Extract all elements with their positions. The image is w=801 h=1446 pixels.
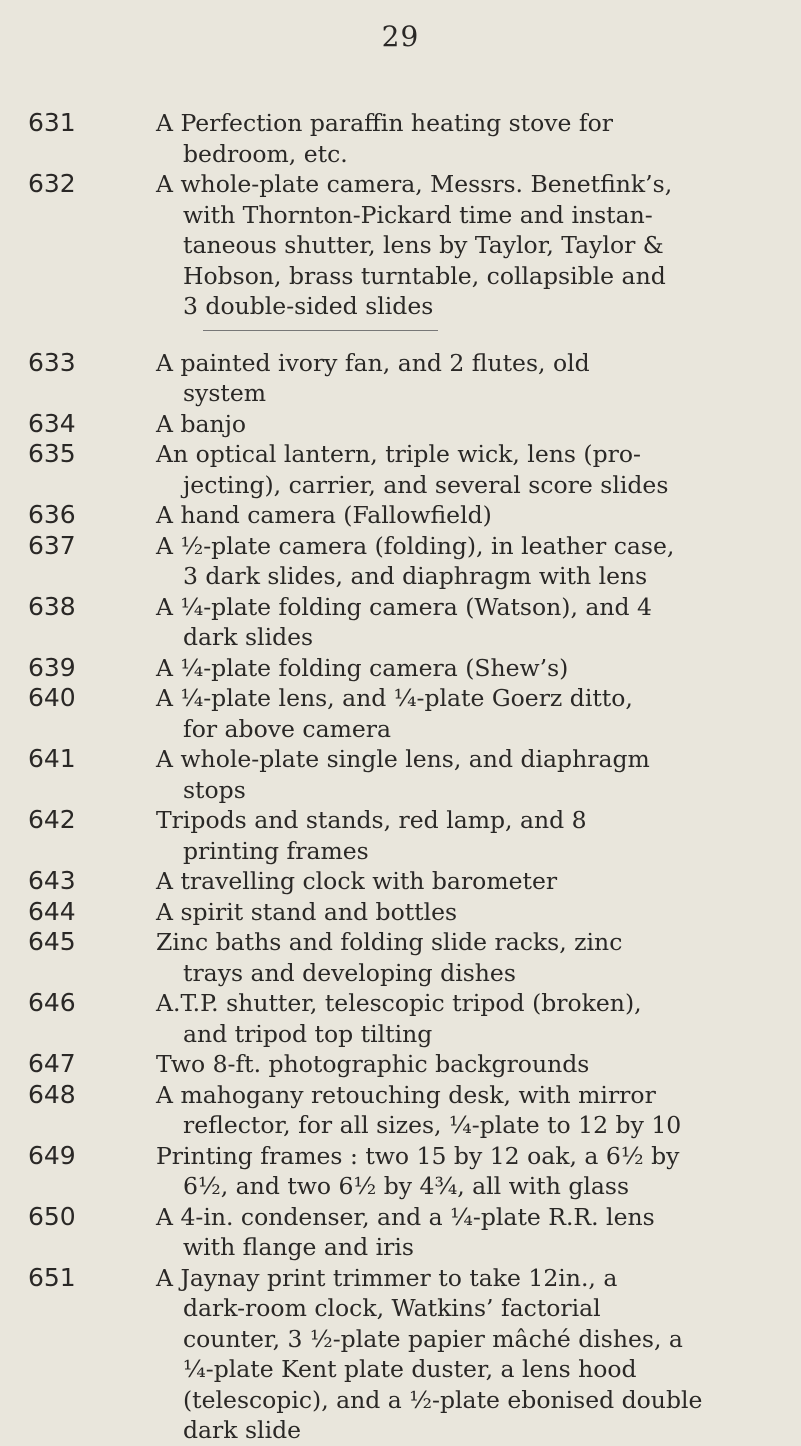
lot-description-line: trays and developing dishes bbox=[183, 958, 516, 987]
lot-number: 636 bbox=[28, 500, 76, 529]
lot-description-line: Zinc baths and folding slide racks, zinc bbox=[156, 928, 623, 956]
lot-description-line: taneous shutter, lens by Taylor, Taylor & bbox=[183, 231, 664, 259]
lot-entry bbox=[0, 169, 801, 322]
lot-description bbox=[156, 866, 786, 897]
lot-description bbox=[156, 439, 786, 500]
lot-description-line: A mahogany retouching desk, with mirror bbox=[156, 1080, 656, 1109]
lot-number: 632 bbox=[28, 169, 76, 198]
lot-number: 650 bbox=[28, 1201, 76, 1231]
lot-entry bbox=[0, 744, 801, 805]
lot-description bbox=[156, 108, 786, 169]
lot-number: 648 bbox=[28, 1079, 76, 1109]
lot-description bbox=[156, 592, 786, 653]
lot-description bbox=[156, 988, 786, 1049]
lot-description bbox=[156, 805, 786, 866]
lot-description-line: A spirit stand and bottles bbox=[156, 897, 458, 926]
separator-rule bbox=[0, 322, 801, 348]
page-number: 29 bbox=[381, 20, 420, 53]
lot-description bbox=[156, 1049, 786, 1080]
lot-description-line: A ½-plate camera (folding), in leather case, bbox=[156, 531, 675, 560]
lot-description-line: ¼-plate Kent plate duster, a lens hood bbox=[183, 1355, 637, 1383]
lot-number: 633 bbox=[28, 347, 76, 377]
lot-description-line: 3 double-sided slides bbox=[183, 292, 434, 320]
lot-number: 646 bbox=[28, 988, 76, 1017]
lot-number: 639 bbox=[28, 652, 76, 682]
lot-number: 645 bbox=[28, 927, 76, 956]
lot-description bbox=[156, 1263, 786, 1446]
lot-number: 634 bbox=[28, 408, 76, 438]
lot-description-line: reflector, for all sizes, ¼-plate to 12 by 10 bbox=[183, 1111, 682, 1139]
lot-description-line: A.T.P. shutter, telescopic tripod (broken), bbox=[156, 989, 642, 1017]
lot-description bbox=[156, 744, 786, 805]
lot-description-line: Printing frames : two 15 by 12 oak, a 6½ by bbox=[156, 1141, 680, 1170]
lot-number: 637 bbox=[28, 530, 76, 560]
lot-entry bbox=[0, 653, 801, 684]
lot-description-line: dark slides bbox=[183, 623, 314, 651]
lot-description-line: A whole-plate camera, Messrs. Benetfink’s, bbox=[156, 170, 673, 198]
lot-entry bbox=[0, 409, 801, 440]
lot-description-line: printing frames bbox=[183, 836, 369, 865]
lot-description-line: A ¼-plate lens, and ¼-plate Goerz ditto, bbox=[156, 684, 633, 712]
lot-description bbox=[156, 169, 786, 322]
lot-number: 642 bbox=[28, 805, 76, 834]
lot-description-line: Tripods and stands, red lamp, and 8 bbox=[156, 806, 587, 834]
lot-description-line: jecting), carrier, and several score slides bbox=[183, 470, 669, 499]
lot-description-line: counter, 3 ½-plate papier mâché dishes, a bbox=[183, 1324, 683, 1353]
lot-list bbox=[0, 108, 801, 1446]
lot-description bbox=[156, 897, 786, 928]
lot-entry bbox=[0, 866, 801, 897]
lot-description-line: for above camera bbox=[183, 714, 392, 743]
lot-description-line: A 4-in. condenser, and a ¼-plate R.R. lens bbox=[156, 1202, 655, 1231]
lot-description-line: (telescopic), and a ½-plate ebonised double bbox=[183, 1385, 703, 1414]
lot-description-line: Hobson, brass turntable, collapsible and bbox=[183, 261, 666, 290]
lot-description bbox=[156, 500, 786, 531]
lot-description-line: A painted ivory fan, and 2 flutes, old bbox=[156, 348, 590, 377]
lot-description-line: A travelling clock with barometer bbox=[156, 867, 558, 895]
lot-description-line: system bbox=[183, 379, 267, 407]
lot-entry bbox=[0, 348, 801, 409]
lot-description bbox=[156, 1202, 786, 1263]
lot-entry bbox=[0, 805, 801, 866]
lot-description-line: 3 dark slides, and diaphragm with lens bbox=[183, 562, 648, 590]
lot-number: 631 bbox=[28, 108, 76, 137]
lot-description-line: A ¼-plate folding camera (Shew’s) bbox=[156, 653, 569, 682]
lot-description-line: bedroom, etc. bbox=[183, 139, 348, 168]
lot-entry bbox=[0, 531, 801, 592]
lot-description bbox=[156, 927, 786, 988]
lot-description-line: A ¼-plate folding camera (Watson), and 4 bbox=[156, 592, 652, 621]
lot-description bbox=[156, 1080, 786, 1141]
lot-entry bbox=[0, 592, 801, 653]
lot-description-line: Two 8-ft. photographic backgrounds bbox=[156, 1050, 590, 1078]
lot-number: 649 bbox=[28, 1140, 76, 1170]
lot-description bbox=[156, 683, 786, 744]
lot-entry bbox=[0, 683, 801, 744]
lot-number: 638 bbox=[28, 591, 76, 621]
lot-description bbox=[156, 409, 786, 440]
lot-number: 647 bbox=[28, 1049, 76, 1078]
lot-description-line: stops bbox=[183, 775, 246, 804]
lot-entry bbox=[0, 1202, 801, 1263]
lot-description-line: An optical lantern, triple wick, lens (pro- bbox=[156, 440, 641, 468]
lot-entry bbox=[0, 108, 801, 169]
lot-number: 641 bbox=[28, 744, 76, 773]
lot-number: 640 bbox=[28, 683, 76, 712]
lot-description-line: 6½, and two 6½ by 4¾, all with glass bbox=[183, 1172, 630, 1200]
lot-entry bbox=[0, 500, 801, 531]
lot-description bbox=[156, 653, 786, 684]
lot-entry bbox=[0, 1049, 801, 1080]
lot-description bbox=[156, 1141, 786, 1202]
lot-description-line: A Perfection paraffin heating stove for bbox=[156, 109, 613, 137]
lot-entry bbox=[0, 897, 801, 928]
lot-description-line: A hand camera (Fallowfield) bbox=[156, 501, 492, 529]
lot-description-line: dark slide bbox=[183, 1416, 302, 1444]
lot-entry bbox=[0, 439, 801, 500]
lot-entry bbox=[0, 927, 801, 988]
lot-description-line: A whole-plate single lens, and diaphragm bbox=[156, 745, 650, 773]
lot-number: 635 bbox=[28, 439, 76, 468]
lot-description-line: with flange and iris bbox=[183, 1233, 414, 1261]
lot-entry bbox=[0, 1080, 801, 1141]
lot-description-line: and tripod top tilting bbox=[183, 1019, 433, 1048]
lot-entry bbox=[0, 1263, 801, 1446]
lot-description bbox=[156, 531, 786, 592]
lot-description-line: dark-room clock, Watkins’ factorial bbox=[183, 1294, 601, 1322]
lot-description bbox=[156, 348, 786, 409]
lot-description-line: with Thornton-Pickard time and instan- bbox=[183, 200, 653, 229]
lot-description-line: A banjo bbox=[156, 409, 247, 438]
lot-description-line: A Jaynay print trimmer to take 12in., a bbox=[156, 1263, 618, 1292]
lot-entry bbox=[0, 988, 801, 1049]
lot-number: 643 bbox=[28, 866, 76, 895]
lot-number: 644 bbox=[28, 896, 76, 926]
lot-entry bbox=[0, 1141, 801, 1202]
lot-number: 651 bbox=[28, 1262, 76, 1292]
